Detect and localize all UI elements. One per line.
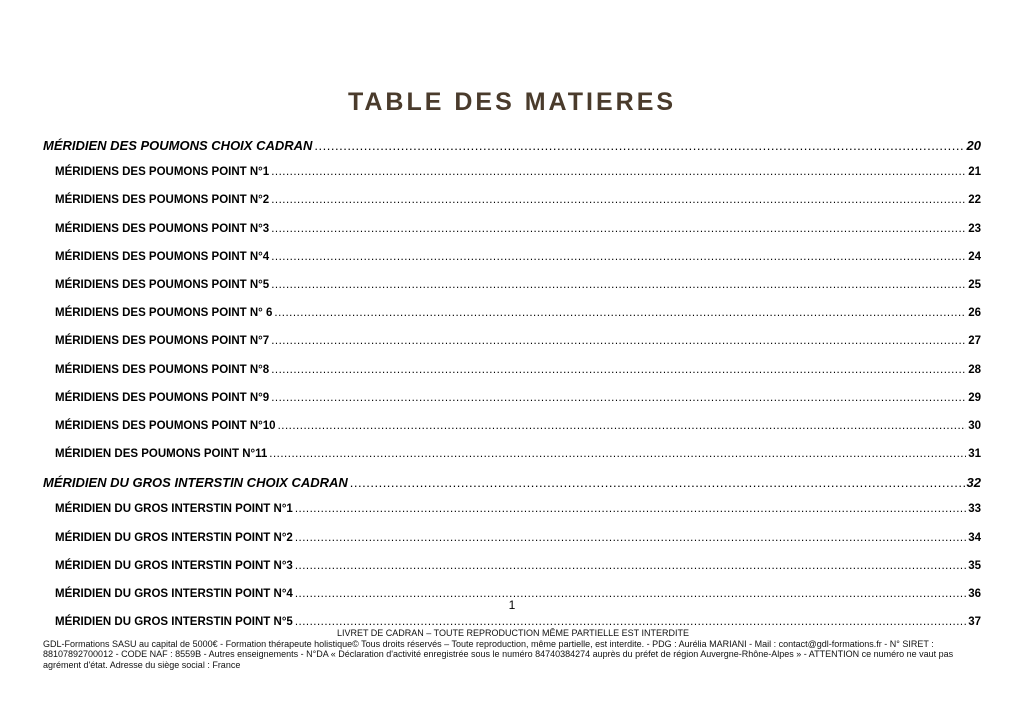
toc-entry-page: 36: [968, 588, 981, 600]
toc-entry-label: MÉRIDIENS DES POUMONS POINT N°4: [55, 250, 270, 263]
toc-entry[interactable]: [43, 361, 981, 389]
toc-entry[interactable]: [43, 417, 981, 445]
toc-dot-leader: [271, 335, 966, 347]
page-footer: [43, 628, 983, 670]
toc-entry-label: MÉRIDIENS DES POUMONS POINT N°10: [55, 419, 276, 432]
toc-entry-page: 34: [968, 531, 981, 544]
toc-entry-label: MÉRIDIEN DU GROS INTERSTIN POINT N°4: [55, 588, 293, 600]
toc-dot-leader: [271, 364, 966, 376]
toc-entry-label: MÉRIDIEN DU GROS INTERSTIN POINT N°1: [55, 503, 293, 516]
toc-entry-page: 24: [968, 250, 981, 263]
toc-entry-label: MÉRIDIEN DU GROS INTERSTIN POINT N°5: [55, 616, 293, 629]
toc-dot-leader: [271, 166, 966, 178]
footer-legal: GDL-Formations SASU au capital de 5000€ - Formation thérapeute holistique© Tous droits réservés – Toute reproduction, même partielle, est interdite. - PDG : Aurélia MARIANI - Mail : contact@gdl-formations.fr - N° SIRET : 88107892700012 - CODE NAF : 8559B - Autres enseignements - N°DA « Déclaration d'activité enregistrée sous le numéro 84740384274 auprès du préfet de région Auvergne-Rhône-Alpes » - ATTENTION ce numéro ne vaut pas agrément d'état. Adresse du siège social : France: [43, 638, 954, 670]
toc-entry[interactable]: [43, 304, 981, 332]
toc-entry-label: MÉRIDIEN DES POUMONS POINT N°11: [55, 448, 268, 461]
toc-entry[interactable]: [43, 389, 981, 417]
toc-entry-page: 23: [968, 222, 981, 235]
toc-dot-leader: [271, 392, 966, 404]
page-number: 1: [508, 598, 516, 612]
toc-entry-page: 29: [968, 391, 981, 404]
toc-entry-label: MÉRIDIENS DES POUMONS POINT N°1: [55, 166, 270, 179]
toc-dot-leader: [278, 420, 967, 432]
toc-entry[interactable]: [43, 557, 981, 585]
toc-entry-page: 26: [968, 307, 981, 320]
toc-entry-page: 30: [968, 419, 981, 432]
toc-section-entry[interactable]: [43, 473, 981, 500]
toc-entry[interactable]: [43, 500, 981, 528]
toc-entry-label: MÉRIDIEN DU GROS INTERSTIN CHOIX CADRAN: [43, 475, 348, 491]
toc-entry-label: MÉRIDIENS DES POUMONS POINT N°7: [55, 335, 270, 348]
toc-entry-page: 27: [968, 335, 981, 348]
toc-entry-label: MÉRIDIENS DES POUMONS POINT N°3: [55, 222, 270, 235]
toc-entry-page: 28: [968, 363, 981, 376]
toc-dot-leader: [314, 138, 964, 153]
toc-entry-label: MÉRIDIENS DES POUMONS POINT N°8: [55, 363, 270, 376]
toc-entry[interactable]: [43, 248, 981, 276]
toc-entry-page: 37: [968, 616, 981, 629]
toc-entry-label: MÉRIDIENS DES POUMONS POINT N°9: [55, 391, 270, 404]
toc-entry-label: MÉRIDIENS DES POUMONS POINT N°2: [55, 194, 270, 207]
toc-entry-page: 35: [968, 559, 981, 572]
footer-notice: LIVRET DE CADRAN – TOUTE REPRODUCTION MÊME PARTIELLE EST INTERDITE: [336, 628, 690, 638]
toc-entry[interactable]: [43, 276, 981, 304]
toc-dot-leader: [295, 532, 966, 544]
toc-dot-leader: [295, 503, 966, 515]
toc-entry[interactable]: [43, 529, 981, 557]
toc-entry[interactable]: [43, 191, 981, 219]
toc-entry-page: 20: [966, 138, 981, 153]
toc-dot-leader: [271, 279, 966, 291]
toc-section-entry[interactable]: [43, 136, 981, 163]
toc-entry-label: MÉRIDIENS DES POUMONS POINT N° 6: [55, 307, 273, 320]
toc-dot-leader: [269, 448, 966, 460]
toc-entry-label: MÉRIDIEN DES POUMONS CHOIX CADRAN: [43, 138, 313, 153]
toc-entry-page: 31: [968, 448, 981, 461]
toc-dot-leader: [271, 251, 966, 263]
toc-entry-page: 32: [966, 475, 981, 491]
table-of-contents: [43, 136, 981, 641]
toc-entry-label: MÉRIDIENS DES POUMONS POINT N°5: [55, 278, 270, 291]
toc-dot-leader: [271, 223, 966, 235]
toc-entry-label: MÉRIDIEN DU GROS INTERSTIN POINT N°2: [55, 531, 293, 544]
toc-dot-leader: [274, 307, 966, 319]
toc-dot-leader: [295, 560, 966, 572]
toc-entry[interactable]: [43, 332, 981, 360]
toc-entry[interactable]: [43, 163, 981, 191]
toc-dot-leader: [350, 475, 965, 490]
toc-entry[interactable]: [43, 445, 981, 473]
toc-entry-page: 22: [968, 194, 981, 207]
toc-entry[interactable]: [43, 220, 981, 248]
toc-dot-leader: [295, 616, 966, 628]
toc-entry-page: 21: [968, 166, 981, 179]
toc-entry-label: MÉRIDIEN DU GROS INTERSTIN POINT N°3: [55, 559, 293, 572]
toc-entry-page: 33: [968, 503, 981, 516]
toc-entry-page: 25: [968, 278, 981, 291]
toc-dot-leader: [271, 194, 966, 206]
page-title: TABLE DES MATIERES: [347, 88, 677, 116]
